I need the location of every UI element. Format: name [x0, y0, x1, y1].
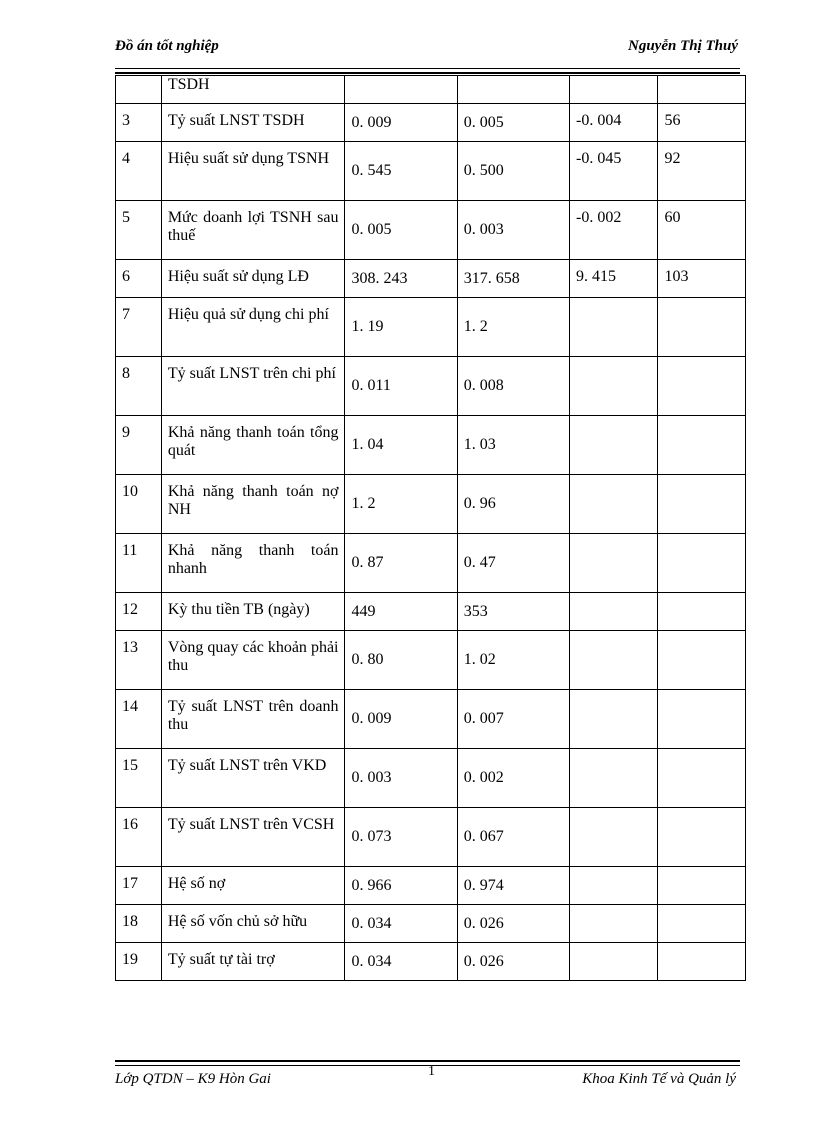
- header-rule-thin: [115, 68, 740, 69]
- indicator-name-cell: Vòng quay các khoản phải thu: [161, 631, 345, 690]
- table-row: [116, 593, 746, 631]
- value-current-cell: 0. 003: [457, 201, 569, 260]
- value-previous-cell: [345, 76, 457, 104]
- value-difference-cell: -0. 004: [570, 104, 658, 142]
- value-difference-cell: [570, 905, 658, 943]
- table-row: [116, 690, 746, 749]
- footer-faculty: Khoa Kinh Tế và Quản lý: [582, 1071, 736, 1087]
- value-current-cell: 0. 974: [457, 867, 569, 905]
- table-row: [116, 534, 746, 593]
- table-row: [116, 416, 746, 475]
- value-percent-cell: 92: [658, 142, 746, 201]
- value-previous-cell: 0. 966: [345, 867, 457, 905]
- value-difference-cell: [570, 867, 658, 905]
- table-row: [116, 943, 746, 981]
- value-percent-cell: [658, 534, 746, 593]
- table-row: [116, 357, 746, 416]
- row-number-cell: 3: [116, 104, 162, 142]
- row-number-cell: 12: [116, 593, 162, 631]
- table-row: [116, 104, 746, 142]
- table-row: [116, 475, 746, 534]
- value-difference-cell: [570, 808, 658, 867]
- value-percent-cell: [658, 593, 746, 631]
- footer-rule-thick: [115, 1060, 740, 1062]
- table-row: [116, 298, 746, 357]
- value-current-cell: 0. 002: [457, 749, 569, 808]
- page-number: 1: [428, 1064, 435, 1079]
- value-difference-cell: 9. 415: [570, 260, 658, 298]
- table-row: [116, 631, 746, 690]
- indicator-name-cell: Khả năng thanh toán nhanh: [161, 534, 345, 593]
- value-previous-cell: 0. 545: [345, 142, 457, 201]
- table-row: [116, 905, 746, 943]
- indicator-name-cell: Hiệu quả sử dụng chi phí: [161, 298, 345, 357]
- value-previous-cell: 1. 19: [345, 298, 457, 357]
- indicator-name-cell: Tỷ suất LNST TSDH: [161, 104, 345, 142]
- value-percent-cell: 56: [658, 104, 746, 142]
- value-current-cell: 0. 026: [457, 905, 569, 943]
- value-percent-cell: 60: [658, 201, 746, 260]
- value-current-cell: 0. 47: [457, 534, 569, 593]
- value-previous-cell: 0. 034: [345, 905, 457, 943]
- value-previous-cell: 0. 87: [345, 534, 457, 593]
- value-percent-cell: [658, 943, 746, 981]
- header-rule-thick: [115, 72, 740, 74]
- indicator-name-cell: Tỷ suất LNST trên VKD: [161, 749, 345, 808]
- table-row: [116, 142, 746, 201]
- value-current-cell: 0. 026: [457, 943, 569, 981]
- value-percent-cell: [658, 298, 746, 357]
- row-number-cell: 13: [116, 631, 162, 690]
- table-row: [116, 867, 746, 905]
- value-previous-cell: 0. 003: [345, 749, 457, 808]
- indicator-name-cell: Hệ số vốn chủ sở hữu: [161, 905, 345, 943]
- table-body: [116, 76, 746, 981]
- footer-class: Lớp QTDN – K9 Hòn Gai: [115, 1071, 271, 1087]
- value-previous-cell: 1. 2: [345, 475, 457, 534]
- value-difference-cell: [570, 357, 658, 416]
- value-percent-cell: [658, 808, 746, 867]
- value-difference-cell: [570, 534, 658, 593]
- value-difference-cell: [570, 749, 658, 808]
- value-current-cell: 317. 658: [457, 260, 569, 298]
- value-difference-cell: [570, 416, 658, 475]
- value-current-cell: 1. 2: [457, 298, 569, 357]
- value-percent-cell: [658, 76, 746, 104]
- indicator-name-cell: Hệ số nợ: [161, 867, 345, 905]
- row-number-cell: 17: [116, 867, 162, 905]
- indicator-name-cell: Hiệu suất sử dụng TSNH: [161, 142, 345, 201]
- value-current-cell: 0. 008: [457, 357, 569, 416]
- value-previous-cell: 0. 009: [345, 690, 457, 749]
- value-difference-cell: [570, 631, 658, 690]
- value-difference-cell: [570, 943, 658, 981]
- row-number-cell: 16: [116, 808, 162, 867]
- table-row: [116, 808, 746, 867]
- row-number-cell: 5: [116, 201, 162, 260]
- value-current-cell: [457, 76, 569, 104]
- row-number-cell: 4: [116, 142, 162, 201]
- value-percent-cell: [658, 749, 746, 808]
- indicator-name-cell: Hiệu suất sử dụng LĐ: [161, 260, 345, 298]
- value-previous-cell: 0. 034: [345, 943, 457, 981]
- indicator-name-cell: Kỳ thu tiền TB (ngày): [161, 593, 345, 631]
- row-number-cell: 19: [116, 943, 162, 981]
- row-number-cell: 15: [116, 749, 162, 808]
- value-current-cell: 0. 007: [457, 690, 569, 749]
- value-percent-cell: [658, 690, 746, 749]
- row-number-cell: [116, 76, 162, 104]
- row-number-cell: 9: [116, 416, 162, 475]
- value-percent-cell: [658, 631, 746, 690]
- indicator-name-cell: TSDH: [161, 76, 345, 104]
- value-difference-cell: [570, 593, 658, 631]
- value-current-cell: 0. 005: [457, 104, 569, 142]
- row-number-cell: 8: [116, 357, 162, 416]
- value-difference-cell: -0. 002: [570, 201, 658, 260]
- table-row: [116, 260, 746, 298]
- value-percent-cell: [658, 357, 746, 416]
- value-percent-cell: [658, 867, 746, 905]
- value-previous-cell: 308. 243: [345, 260, 457, 298]
- value-difference-cell: [570, 690, 658, 749]
- indicator-name-cell: Khả năng thanh toán tổng quát: [161, 416, 345, 475]
- row-number-cell: 7: [116, 298, 162, 357]
- financial-ratio-table: [115, 75, 746, 981]
- indicator-name-cell: Tỷ suất LNST trên chi phí: [161, 357, 345, 416]
- value-percent-cell: 103: [658, 260, 746, 298]
- header-author: Nguyễn Thị Thuý: [627, 38, 738, 54]
- indicator-name-cell: Mức doanh lợi TSNH sau thuế: [161, 201, 345, 260]
- value-previous-cell: 0. 011: [345, 357, 457, 416]
- value-difference-cell: -0. 045: [570, 142, 658, 201]
- row-number-cell: 14: [116, 690, 162, 749]
- row-number-cell: 6: [116, 260, 162, 298]
- value-previous-cell: 0. 005: [345, 201, 457, 260]
- value-difference-cell: [570, 76, 658, 104]
- value-previous-cell: 449: [345, 593, 457, 631]
- value-previous-cell: 1. 04: [345, 416, 457, 475]
- indicator-name-cell: Khả năng thanh toán nợ NH: [161, 475, 345, 534]
- value-previous-cell: 0. 073: [345, 808, 457, 867]
- value-current-cell: 0. 500: [457, 142, 569, 201]
- table-row: [116, 76, 746, 104]
- table-row: [116, 201, 746, 260]
- value-previous-cell: 0. 80: [345, 631, 457, 690]
- indicator-name-cell: Tỷ suất LNST trên VCSH: [161, 808, 345, 867]
- indicator-name-cell: Tỷ suất LNST trên doanh thu: [161, 690, 345, 749]
- value-difference-cell: [570, 475, 658, 534]
- value-current-cell: 353: [457, 593, 569, 631]
- value-percent-cell: [658, 905, 746, 943]
- value-current-cell: 1. 03: [457, 416, 569, 475]
- row-number-cell: 18: [116, 905, 162, 943]
- value-previous-cell: 0. 009: [345, 104, 457, 142]
- value-current-cell: 0. 067: [457, 808, 569, 867]
- table-row: [116, 749, 746, 808]
- value-percent-cell: [658, 416, 746, 475]
- value-percent-cell: [658, 475, 746, 534]
- value-difference-cell: [570, 298, 658, 357]
- row-number-cell: 11: [116, 534, 162, 593]
- value-current-cell: 1. 02: [457, 631, 569, 690]
- indicator-name-cell: Tỷ suất tự tài trợ: [161, 943, 345, 981]
- header-title: Đồ án tốt nghiệp: [115, 38, 219, 54]
- row-number-cell: 10: [116, 475, 162, 534]
- value-current-cell: 0. 96: [457, 475, 569, 534]
